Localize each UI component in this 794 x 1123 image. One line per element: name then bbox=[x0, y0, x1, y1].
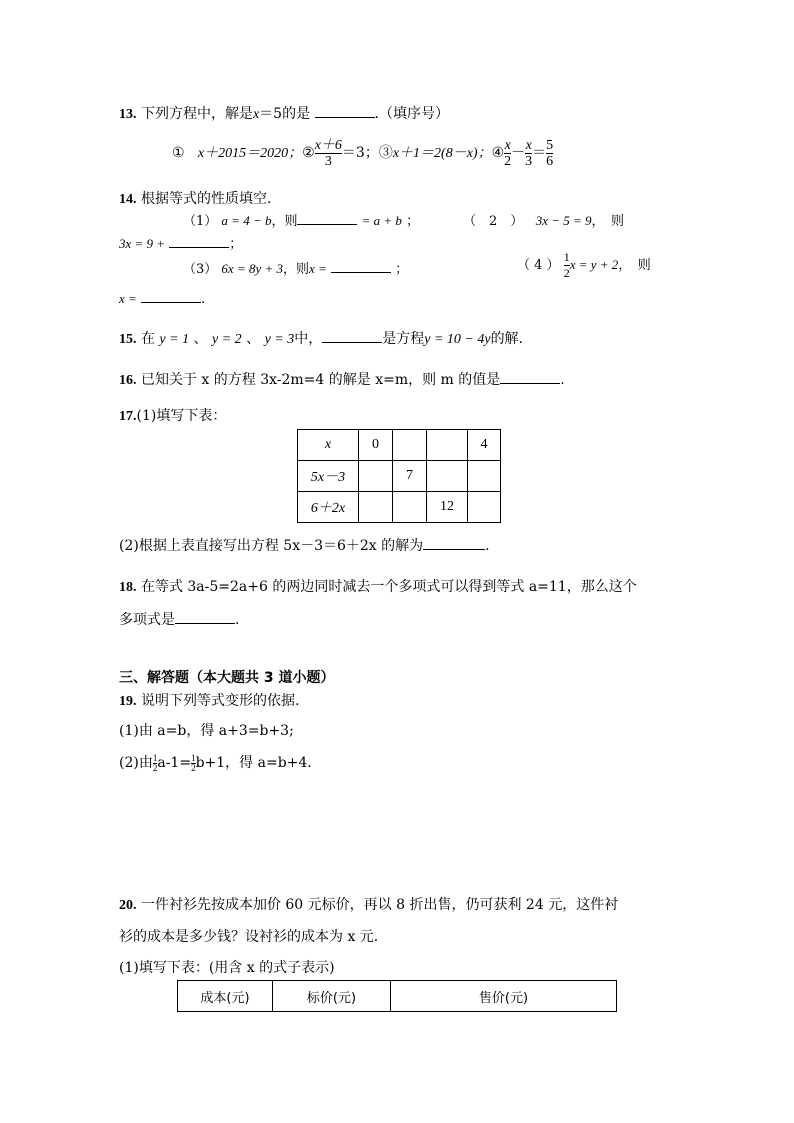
q14-p2-mid: ， 则 bbox=[591, 214, 625, 229]
q15-line bbox=[119, 328, 523, 348]
q13-opt3-mark: ③ bbox=[378, 145, 393, 161]
q13-opt1: x＋2015＝2020； bbox=[197, 146, 303, 161]
table-row bbox=[298, 430, 501, 461]
q15-mid: 中， bbox=[294, 331, 323, 347]
q14-part4-line2 bbox=[119, 290, 205, 307]
q14-p3-end: ； bbox=[395, 262, 409, 277]
q14-p3-a: 6x = 8y + 3 bbox=[221, 261, 284, 276]
q13-opt4-frac3 bbox=[546, 138, 553, 169]
q19-part1: (1)由 a=b，得 a+3=b+3; bbox=[119, 723, 294, 739]
q13-opt4-minus: － bbox=[511, 145, 526, 161]
q14-p4-d: 2 bbox=[563, 266, 570, 280]
q14-p4-label: （ 4 ） bbox=[517, 258, 560, 273]
q14-p1-end: ； bbox=[406, 214, 420, 229]
table-cell: 6＋2x bbox=[298, 492, 359, 523]
q13-var: x bbox=[252, 107, 260, 122]
q13-options bbox=[172, 136, 553, 170]
q14-p1-blank[interactable] bbox=[297, 212, 357, 225]
q13-opt4-d2: 3 bbox=[525, 153, 533, 169]
q13-opt4-d1: 2 bbox=[504, 153, 512, 169]
q15-sep2: 、 bbox=[246, 331, 261, 347]
q16-number: 16. bbox=[119, 373, 137, 388]
q19-n1: 1 bbox=[152, 752, 158, 763]
q14-p3-label: （3） bbox=[183, 262, 218, 277]
q14-p4-a: x = y + 2 bbox=[569, 257, 619, 272]
q14-part1 bbox=[183, 210, 419, 229]
q20-line1-text: 一件衬衫先按成本加价 60 元标价，再以 8 折出售，仍可获利 24 元，这件衬 bbox=[140, 897, 619, 913]
q19-p2-mid1: a-1= bbox=[157, 755, 192, 771]
q14-stem bbox=[119, 188, 271, 208]
q15-sep1: 、 bbox=[193, 331, 208, 347]
q13-opt2-tail: ＝3； bbox=[341, 145, 379, 161]
q19-stem bbox=[119, 690, 299, 710]
q14-part2-line2 bbox=[119, 233, 242, 252]
q18-line2-end: . bbox=[235, 612, 240, 628]
q13-answer-blank[interactable] bbox=[315, 105, 375, 118]
q17-part2 bbox=[119, 535, 490, 555]
q15-blank[interactable] bbox=[322, 330, 382, 343]
q19-p2-mid2: b+1，得 a=b+4. bbox=[195, 755, 312, 771]
table-cell[interactable] bbox=[393, 430, 427, 461]
q15-v2: y = 2 bbox=[211, 332, 242, 347]
table-cell[interactable] bbox=[427, 430, 468, 461]
q14-p2-blank[interactable] bbox=[169, 235, 229, 248]
q20-line1 bbox=[119, 894, 618, 914]
q13-opt4-eq: ＝ bbox=[532, 145, 547, 161]
q14-part4 bbox=[517, 250, 651, 281]
q19-d2: 2 bbox=[191, 762, 196, 773]
table-cell[interactable] bbox=[393, 492, 427, 523]
q20-number: 20. bbox=[119, 898, 137, 913]
q14-p3-b: x = bbox=[309, 261, 327, 276]
table-row bbox=[298, 492, 501, 523]
q14-p2-a: 3x − 5 = 9 bbox=[535, 213, 592, 228]
table-cell[interactable] bbox=[468, 492, 501, 523]
q13-opt2-mark: ② bbox=[302, 145, 315, 161]
table-cell[interactable] bbox=[359, 492, 393, 523]
q15-eq: y = 10 − 4y bbox=[424, 332, 491, 347]
q15-end: 的解. bbox=[490, 331, 524, 347]
q14-p1-a: a = 4 − b bbox=[221, 213, 272, 228]
q13-opt2-num: x＋6 bbox=[314, 137, 342, 153]
table-cell[interactable] bbox=[427, 461, 468, 492]
q20-part1: (1)填写下表：(用含 x 的式子表示) bbox=[119, 960, 335, 976]
table-cell: x bbox=[298, 430, 359, 461]
q13-opt4-d3: 6 bbox=[546, 153, 554, 169]
q14-p4-mid: ， 则 bbox=[618, 258, 651, 273]
table-row bbox=[298, 461, 501, 492]
q19-p2-pre: (2)由 bbox=[119, 755, 153, 771]
q17-part2-end: . bbox=[485, 538, 490, 554]
q14-p4-line2: x = bbox=[119, 291, 137, 306]
q14-p2-line2: 3x = 9 + bbox=[119, 236, 166, 251]
q19-part2 bbox=[119, 752, 312, 774]
q20-table bbox=[177, 980, 617, 1012]
q16-end: . bbox=[560, 372, 565, 388]
q18-line2 bbox=[119, 609, 239, 629]
q13-opt3: x＋1＝2(8－x)； bbox=[392, 146, 492, 161]
q17-number: 17. bbox=[119, 409, 137, 424]
q14-p2-label: （ 2 ） bbox=[463, 214, 524, 229]
q13-opt2-fraction bbox=[315, 138, 342, 169]
table-cell: 5x－3 bbox=[298, 461, 359, 492]
q18-line1 bbox=[119, 576, 637, 596]
q17-stem bbox=[119, 405, 226, 425]
q14-p4-blank[interactable] bbox=[141, 290, 201, 303]
q20-line2: 衫的成本是多少钱？设衬衫的成本为 x 元. bbox=[119, 929, 379, 945]
q17-part1: (1)填写下表： bbox=[136, 408, 227, 424]
q16-blank[interactable] bbox=[500, 371, 560, 384]
q15-v1: y = 1 bbox=[159, 332, 190, 347]
q13-opt4-n2: x bbox=[525, 137, 532, 153]
q14-p1-label: （1） bbox=[183, 214, 218, 229]
q13-number: 13. bbox=[119, 107, 137, 122]
q15-pre: 在 bbox=[140, 331, 155, 347]
section-title: 三、解答题（本大题共 3 道小题） bbox=[119, 670, 335, 686]
q13-opt4-n3: 5 bbox=[546, 137, 554, 153]
q15-v3: y = 3 bbox=[264, 332, 295, 347]
q13-stem bbox=[119, 103, 449, 123]
q16-text: 已知关于 x 的方程 3x-2m=4 的解是 x=m，则 m 的值是 bbox=[140, 372, 501, 388]
q18-line2-text: 多项式是 bbox=[119, 612, 175, 628]
q15-post: 是方程 bbox=[382, 331, 425, 347]
q17-part2-text: (2)根据上表直接写出方程 5x－3＝6＋2x 的解为 bbox=[119, 538, 424, 554]
q19-number: 19. bbox=[119, 694, 137, 709]
q14-stem-text: 根据等式的性质填空. bbox=[140, 191, 272, 207]
q18-number: 18. bbox=[119, 580, 137, 595]
q14-p4-n: 1 bbox=[563, 250, 570, 264]
q14-p1-b: = a + b bbox=[361, 213, 402, 228]
table-cell: 12 bbox=[427, 492, 468, 523]
table-header: 标价(元) bbox=[273, 981, 391, 1012]
table-cell: 4 bbox=[468, 430, 501, 461]
q15-number: 15. bbox=[119, 332, 137, 347]
q14-p3-blank[interactable] bbox=[331, 260, 391, 273]
table-cell[interactable] bbox=[359, 461, 393, 492]
q17-table bbox=[297, 429, 501, 523]
q18-line1-text: 在等式 3a-5=2a+6 的两边同时减去一个多项式可以得到等式 a=11，那么这个 bbox=[140, 579, 637, 595]
q14-p1-mid: ，则 bbox=[271, 214, 298, 229]
q13-opt4-mark: ④ bbox=[491, 145, 505, 161]
q13-cond: ＝5的是 bbox=[259, 106, 311, 122]
table-cell: 0 bbox=[359, 430, 393, 461]
q14-part2 bbox=[463, 210, 624, 229]
q18-blank[interactable] bbox=[175, 611, 235, 624]
q13-opt2-den: 3 bbox=[315, 153, 342, 169]
q14-p2-end: ； bbox=[229, 237, 243, 252]
q16-line bbox=[119, 369, 565, 389]
q13-opt1-mark: ① bbox=[172, 145, 185, 161]
table-row bbox=[178, 981, 617, 1012]
table-header: 售价(元) bbox=[391, 981, 617, 1012]
q19-d1: 2 bbox=[152, 762, 158, 773]
table-cell: 7 bbox=[393, 461, 427, 492]
table-header: 成本(元) bbox=[178, 981, 273, 1012]
q17-blank[interactable] bbox=[423, 537, 485, 550]
q14-p3-mid: ，则 bbox=[283, 262, 310, 277]
q14-p4-end: . bbox=[200, 292, 206, 307]
q14-number: 14. bbox=[119, 192, 137, 207]
q14-part3 bbox=[183, 258, 408, 277]
q13-after: .（填序号） bbox=[374, 106, 449, 122]
q19-stem-text: 说明下列等式变形的依据. bbox=[140, 693, 300, 709]
q13-opt4-n1: x bbox=[504, 137, 511, 153]
q13-stem-text: 下列方程中，解是 bbox=[140, 106, 253, 122]
q19-n2: 1 bbox=[191, 752, 196, 763]
table-cell[interactable] bbox=[468, 461, 501, 492]
